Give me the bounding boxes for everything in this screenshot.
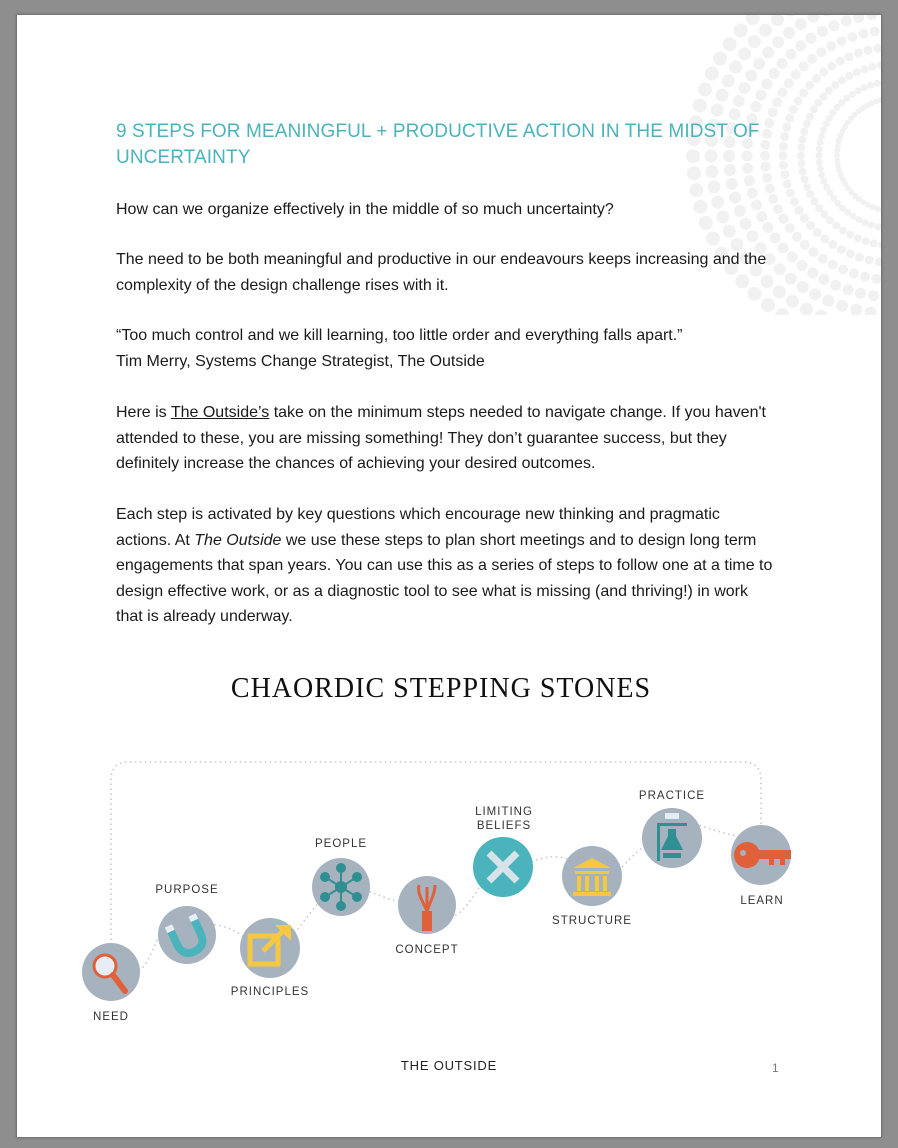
page-number: 1 (772, 1061, 779, 1075)
step-structure (552, 846, 632, 927)
quote-attribution: Tim Merry, Systems Change Strategist, The Outside (116, 352, 485, 370)
steps-paragraph (116, 502, 776, 630)
need-label: NEED (93, 1011, 129, 1023)
page-heading: 9 STEPS FOR MEANINGFUL + PRODUCTIVE ACTION IN THE MIDST OF UNCERTAINTY (116, 121, 760, 168)
beliefs-label: BELIEFS (476, 820, 532, 832)
quote-block (116, 323, 776, 374)
limiting-label: LIMITING (475, 806, 533, 818)
quote-text: “Too much control and we kill learning, too little order and everything falls apart.” (116, 327, 683, 344)
p5-start: Each step is activated by key questions which encourage new thinking and pragmatic actions. At (116, 506, 720, 549)
the-outside-link[interactable]: The Outside’s (170, 404, 270, 421)
step-principles (231, 918, 309, 998)
structure-label: STRUCTURE (552, 915, 632, 927)
need-paragraph: The need to be both meaningful and productive in our endeavours keeps increasing and the complexity of the design challenge rises with it. (116, 251, 767, 294)
practice-label: PRACTICE (638, 790, 706, 802)
step-practice (639, 790, 705, 868)
concept-label: CONCEPT (395, 944, 459, 956)
step-people (312, 838, 370, 916)
p4-start: Here is (116, 404, 171, 421)
outside-paragraph (116, 400, 776, 477)
principles-label: PRINCIPLES (230, 986, 310, 998)
footer-brand: THE OUTSIDE (400, 1058, 498, 1073)
stepping-stones-diagram (17, 735, 881, 1035)
learn-label: LEARN (740, 895, 784, 907)
diagram-title: CHAORDIC STEPPING STONES (230, 673, 652, 704)
step-learn (731, 825, 791, 907)
p5-italic: The Outside (194, 531, 282, 549)
p5-rest: we use these steps to plan short meetings and to design long term engagements that span years. You can use this as a series of steps to follow one at a time to design effective work, or as a diagnostic tool to see what is missing (and thriving!) in work that is already underway. (116, 531, 773, 625)
step-need (82, 943, 140, 1023)
p4-rest: take on the minimum steps needed to navigate change. If you haven't attended to these, you are missing something! They don’t guarantee success, but they definitely increase the chances of achieving your desired outcomes. (116, 404, 766, 472)
step-limiting-beliefs (473, 806, 533, 897)
step-concept (395, 876, 458, 956)
document-page (17, 15, 881, 1137)
purpose-label: PURPOSE (155, 884, 219, 896)
intro-paragraph: How can we organize effectively in the middle of so much uncertainty? (116, 201, 614, 218)
people-label: PEOPLE (314, 838, 368, 850)
step-purpose (155, 884, 218, 964)
structure-circle (562, 846, 622, 906)
